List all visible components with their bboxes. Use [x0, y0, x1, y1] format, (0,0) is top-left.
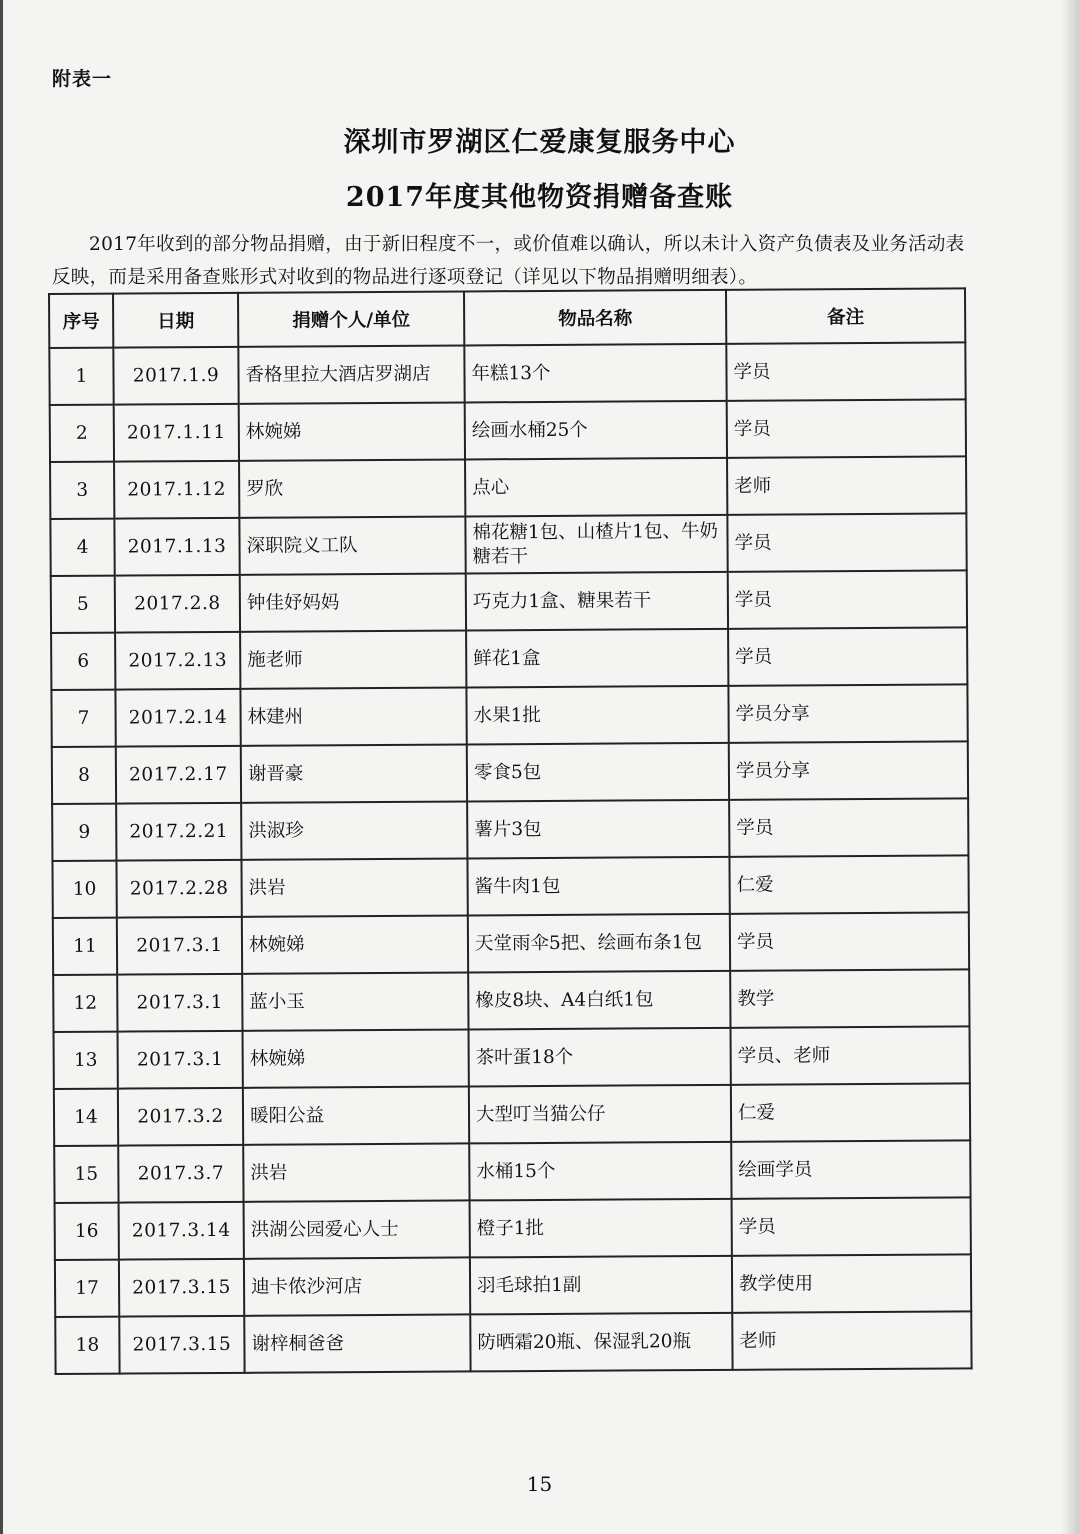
cell-donor: 谢晋豪 — [241, 744, 467, 802]
cell-date: 2017.3.1 — [117, 917, 242, 975]
table-row — [53, 969, 969, 1032]
table-row — [55, 1254, 971, 1317]
table-row — [53, 912, 969, 975]
table-row — [55, 1311, 971, 1374]
cell-item: 酱牛肉1包 — [467, 857, 729, 916]
cell-donor: 钟佳妤妈妈 — [240, 573, 466, 631]
cell-item: 绘画水桶25个 — [465, 401, 727, 460]
cell-date: 2017.2.28 — [116, 860, 241, 918]
cell-item: 大型叮当猫公仔 — [469, 1085, 731, 1144]
cell-no: 15 — [54, 1146, 118, 1203]
header-note: 备注 — [726, 288, 965, 343]
cell-note: 教学 — [730, 969, 969, 1027]
cell-no: 5 — [51, 576, 115, 633]
cell-item: 水桶15个 — [469, 1142, 731, 1201]
cell-date: 2017.1.12 — [114, 461, 239, 519]
table-row — [52, 741, 968, 804]
cell-note: 学员 — [729, 798, 968, 856]
cell-date: 2017.2.8 — [115, 575, 240, 633]
header-date: 日期 — [113, 293, 238, 348]
cell-donor: 林建州 — [240, 687, 466, 745]
page-edge-right — [1061, 0, 1079, 1534]
cell-item: 水果1批 — [466, 686, 728, 745]
appendix-label: 附表一 — [52, 68, 113, 90]
cell-no: 8 — [52, 747, 116, 804]
cell-donor: 林婉娣 — [242, 915, 468, 973]
page-edge-left — [0, 0, 8, 1534]
cell-item: 零食5包 — [467, 743, 729, 802]
cell-item: 棉花糖1包、山楂片1包、牛奶糖若干 — [465, 515, 727, 574]
cell-note: 学员、老师 — [731, 1026, 970, 1084]
cell-date: 2017.3.7 — [118, 1145, 243, 1203]
cell-note: 学员 — [727, 399, 966, 457]
cell-note: 老师 — [732, 1311, 971, 1369]
cell-no: 6 — [51, 633, 115, 690]
cell-item: 薯片3包 — [467, 800, 729, 859]
cell-date: 2017.3.15 — [119, 1259, 244, 1317]
cell-no: 3 — [50, 462, 114, 519]
cell-donor: 洪岩 — [241, 858, 467, 916]
cell-donor: 施老师 — [240, 630, 466, 688]
table-row — [54, 1140, 970, 1203]
table-body — [49, 342, 971, 1374]
page-number: 15 — [526, 1472, 553, 1496]
cell-note: 仁爱 — [729, 855, 968, 913]
cell-date: 2017.3.14 — [119, 1202, 244, 1260]
cell-donor: 林婉娣 — [239, 402, 465, 460]
document-subtitle: 2017年度其他物资捐赠备查账 — [345, 182, 734, 213]
cell-donor: 迪卡侬沙河店 — [244, 1257, 470, 1315]
cell-donor: 暖阳公益 — [243, 1086, 469, 1144]
cell-donor: 深职院义工队 — [239, 516, 465, 574]
cell-date: 2017.3.15 — [119, 1316, 244, 1374]
header-item: 物品名称 — [464, 290, 726, 346]
cell-note: 老师 — [727, 456, 966, 514]
cell-note: 学员 — [727, 513, 966, 571]
cell-item: 羽毛球拍1副 — [470, 1256, 732, 1315]
cell-no: 1 — [49, 348, 113, 405]
cell-date: 2017.3.1 — [117, 974, 242, 1032]
cell-note: 学员 — [728, 627, 967, 685]
donation-ledger-table — [48, 287, 973, 1375]
cell-item: 鲜花1盒 — [466, 629, 728, 688]
document-title: 深圳市罗湖区仁爱康复服务中心 — [343, 127, 736, 158]
cell-date: 2017.2.21 — [116, 803, 241, 861]
cell-date: 2017.2.17 — [116, 746, 241, 804]
cell-no: 7 — [51, 690, 115, 747]
cell-date: 2017.3.1 — [118, 1031, 243, 1089]
cell-note: 学员 — [726, 342, 965, 400]
cell-no: 14 — [54, 1089, 118, 1146]
cell-note: 学员 — [730, 912, 969, 970]
table-row — [52, 798, 968, 861]
cell-donor: 谢梓桐爸爸 — [244, 1314, 470, 1372]
cell-no: 17 — [55, 1260, 119, 1317]
cell-no: 9 — [52, 804, 116, 861]
cell-no: 12 — [53, 975, 117, 1032]
cell-date: 2017.3.2 — [118, 1088, 243, 1146]
table-row — [54, 1083, 970, 1146]
cell-no: 13 — [54, 1032, 118, 1089]
cell-date: 2017.1.9 — [113, 347, 238, 405]
header-no: 序号 — [49, 294, 113, 348]
cell-date: 2017.2.14 — [115, 689, 240, 747]
table-header-row — [49, 288, 965, 348]
cell-item: 橙子1批 — [470, 1199, 732, 1258]
cell-no: 4 — [50, 519, 114, 576]
cell-item: 茶叶蛋18个 — [469, 1028, 731, 1087]
table-row — [50, 513, 966, 576]
cell-donor: 林婉娣 — [243, 1029, 469, 1087]
table-row — [50, 456, 966, 519]
cell-note: 学员 — [728, 570, 967, 628]
cell-date: 2017.2.13 — [115, 632, 240, 690]
cell-note: 学员 — [732, 1197, 971, 1255]
cell-item: 天堂雨伞5把、绘画布条1包 — [468, 914, 730, 973]
cell-no: 18 — [55, 1317, 119, 1374]
cell-date: 2017.1.13 — [114, 518, 239, 576]
cell-item: 年糕13个 — [464, 344, 726, 403]
table-row — [55, 1197, 971, 1260]
table-row — [51, 627, 967, 690]
header-donor: 捐赠个人/单位 — [238, 291, 464, 346]
cell-item: 橡皮8块、A4白纸1包 — [468, 971, 730, 1030]
cell-note: 教学使用 — [732, 1254, 971, 1312]
table-row — [52, 855, 968, 918]
cell-no: 2 — [50, 405, 114, 462]
cell-item: 防晒霜20瓶、保湿乳20瓶 — [470, 1313, 732, 1372]
cell-no: 16 — [55, 1203, 119, 1260]
intro-paragraph: 2017年收到的部分物品捐赠，由于新旧程度不一，或价值难以确认，所以未计入资产负债表及业务活动表反映，而是采用备查账形式对收到的物品进行逐项登记（详见以下物品捐赠明细表）。 — [52, 234, 965, 288]
cell-date: 2017.1.11 — [114, 404, 239, 462]
cell-donor: 蓝小玉 — [242, 972, 468, 1030]
cell-no: 10 — [52, 861, 116, 918]
table-row — [54, 1026, 970, 1089]
table-row — [51, 684, 967, 747]
cell-donor: 洪淑珍 — [241, 801, 467, 859]
cell-donor: 香格里拉大酒店罗湖店 — [238, 345, 464, 403]
cell-donor: 洪湖公园爱心人士 — [244, 1200, 470, 1258]
cell-note: 学员分享 — [729, 741, 968, 799]
table-row — [50, 399, 966, 462]
cell-donor: 洪岩 — [243, 1143, 469, 1201]
table-row — [51, 570, 967, 633]
cell-note: 学员分享 — [728, 684, 967, 742]
table-row — [49, 342, 965, 405]
cell-note: 仁爱 — [731, 1083, 970, 1141]
cell-no: 11 — [53, 918, 117, 975]
cell-item: 点心 — [465, 458, 727, 517]
cell-item: 巧克力1盒、糖果若干 — [466, 572, 728, 631]
cell-note: 绘画学员 — [731, 1140, 970, 1198]
cell-donor: 罗欣 — [239, 459, 465, 517]
